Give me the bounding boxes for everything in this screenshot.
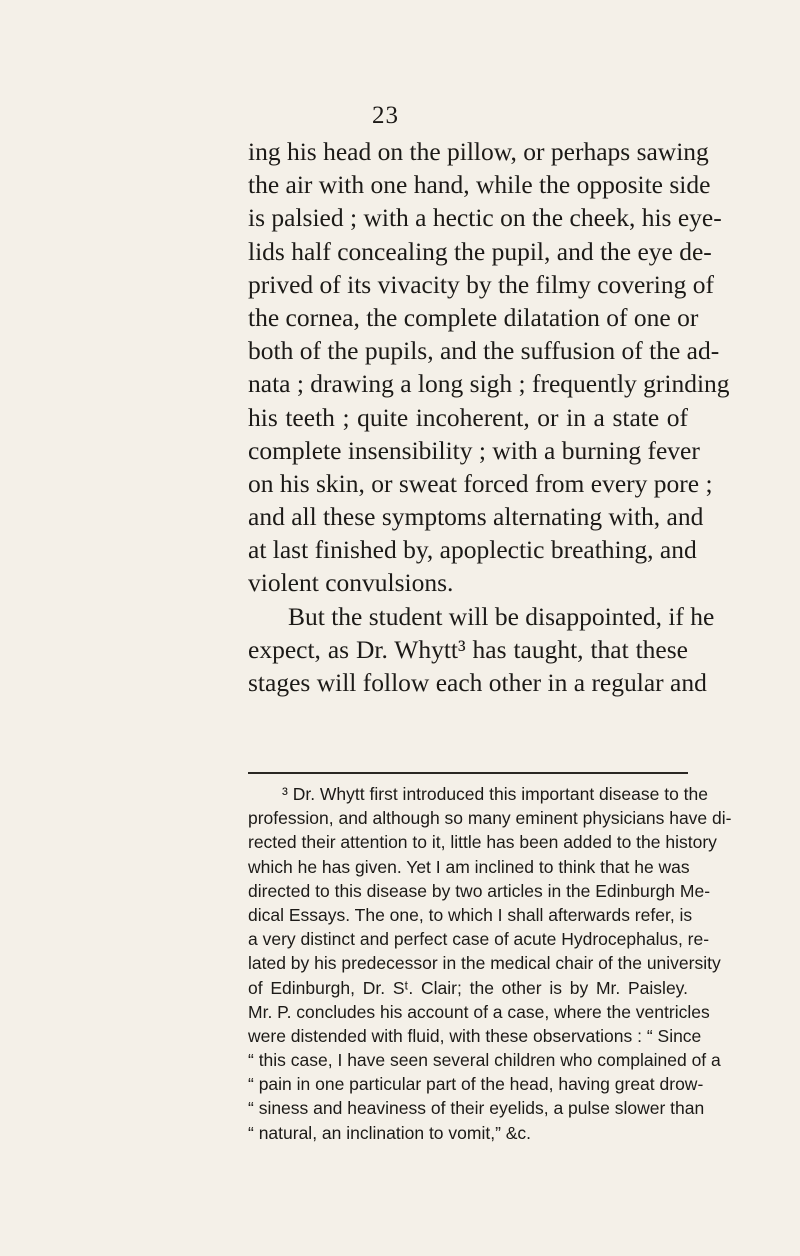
body-line: at last finished by, apoplectic breathing, and — [248, 535, 697, 565]
body-line: nata ; drawing a long sigh ; frequently grinding — [248, 369, 730, 399]
body-line: and all these symptoms alternating with, and — [248, 502, 704, 532]
footnote-line: of Edinburgh, Dr. Sᵗ. Clair; the other is by Mr. Paisley. — [248, 977, 688, 998]
footnote-line: “ siness and heaviness of their eyelids, a pulse slower than — [248, 1098, 705, 1119]
body-line: expect, as Dr. Whytt³ has taught, that these — [248, 634, 688, 664]
body-line: stages will follow each other in a regular and — [248, 668, 707, 697]
body-line: both of the pupils, and the suffusion of the ad- — [248, 336, 720, 366]
footnote-line: which he has given. Yet I am inclined to think that he was — [248, 856, 690, 877]
body-line: ing his head on the pillow, or perhaps sawing — [248, 137, 709, 166]
footnote-line: “ natural, an inclination to vomit,” &c. — [248, 1122, 532, 1143]
footnote-line: a very distinct and perfect case of acute Hydrocephalus, re- — [248, 929, 710, 950]
body-line: prived of its vivacity by the filmy covering of — [248, 269, 714, 299]
body-line: violent convulsions. — [248, 568, 454, 598]
body-line: lids half concealing the pupil, and the eye de- — [248, 236, 712, 266]
footnote-line: Mr. P. concludes his account of a case, where the ventricles — [248, 1001, 710, 1022]
footnote-line: lated by his predecessor in the medical chair of the university — [248, 953, 721, 974]
body-line: But the student will be disappointed, if he — [288, 601, 715, 631]
footnote-line: rected their attention to it, little has been added to the history — [248, 832, 717, 853]
main-text — [248, 135, 730, 699]
body-line: the air with one hand, while the opposite side — [248, 170, 711, 200]
footnote-line: were distended with fluid, with these observations : “ Since — [248, 1025, 702, 1046]
page-number: 23 — [372, 102, 399, 129]
footnote-line: ³ Dr. Whytt first introduced this important disease to the — [282, 784, 709, 804]
footnote-line: dical Essays. The one, to which I shall afterwards refer, is — [248, 904, 693, 925]
body-line: his teeth ; quite incoherent, or in a state of — [248, 402, 688, 432]
footnote-line: directed to this disease by two articles in the Edinburgh Me- — [248, 880, 711, 901]
footnote — [248, 782, 732, 1145]
footnote-line: profession, and although so many eminent physicians have di- — [248, 808, 732, 829]
body-line: complete insensibility ; with a burning fever — [248, 435, 700, 465]
body-line: is palsied ; with a hectic on the cheek, his eye- — [248, 203, 722, 233]
footnote-line: “ this case, I have seen several children who complained of a — [248, 1050, 721, 1071]
footnote-line: “ pain in one particular part of the head, having great drow- — [248, 1074, 704, 1095]
body-line: the cornea, the complete dilatation of one or — [248, 302, 699, 332]
body-line: on his skin, or sweat forced from every pore ; — [248, 468, 713, 498]
footnote-divider — [248, 772, 688, 774]
